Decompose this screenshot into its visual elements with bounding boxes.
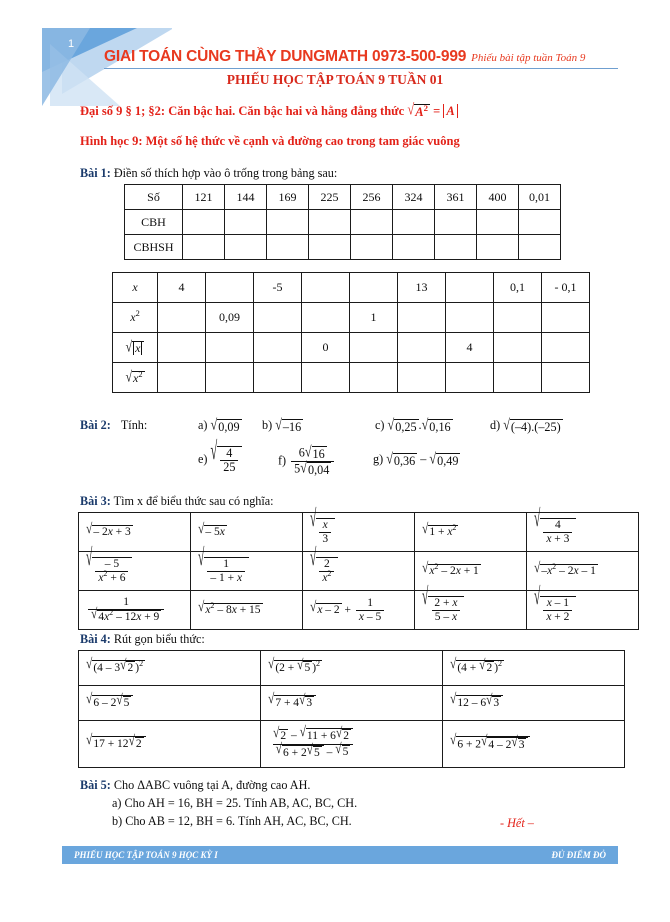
bai2-item-c-key: c) <box>375 418 385 432</box>
cell-cbh-6[interactable] <box>435 210 477 235</box>
table-row <box>79 651 625 686</box>
table-row <box>79 686 625 721</box>
bai4-heading <box>80 632 205 647</box>
bai3-label: Bài 3: <box>80 494 111 508</box>
cell-x-2[interactable]: -5 <box>254 273 302 303</box>
bai3-cell-1-4[interactable]: √ $-x^2 - 2x - 1$ <box>527 552 639 591</box>
cell-cbh-2[interactable] <box>267 210 309 235</box>
bai4-label: Bài 4: <box>80 632 111 646</box>
bai2-item-g-expr: √ 0,36 <box>386 449 416 468</box>
cell-absx-8[interactable] <box>542 333 590 363</box>
row-header-cbhsh: CBHSH <box>125 235 183 260</box>
cell-x2-7[interactable] <box>494 303 542 333</box>
bai3-cell-0-4[interactable]: √ $\frac{4}{x + 3}$ <box>527 513 639 552</box>
bai2-item-a-expr: √ 0,09 <box>210 415 240 434</box>
cell-sqx-4[interactable] <box>350 363 398 393</box>
cell-x-6[interactable] <box>446 273 494 303</box>
table-xvalues <box>112 272 590 393</box>
cell-x2-2[interactable] <box>254 303 302 333</box>
bai2-item-f-key: f) <box>278 453 287 468</box>
subject-algebra-formula: √ $A^2$ = A <box>407 104 457 118</box>
bai2-item-c-expr: √ 0,25 <box>387 415 417 434</box>
bai4-cell-2-0[interactable]: √ 17 + 12 √ 2 <box>79 721 261 768</box>
cell-cbh-4[interactable] <box>351 210 393 235</box>
cell-x-0[interactable]: 4 <box>158 273 206 303</box>
cell-cbhsh-1[interactable] <box>225 235 267 260</box>
footer-right-text: ĐỦ ĐIỂM ĐỎ <box>551 850 606 860</box>
cell-cbhsh-0[interactable] <box>183 235 225 260</box>
bai2-item-g-key: g) <box>373 452 384 466</box>
table-row <box>125 210 561 235</box>
bai2-label: Bài 2: <box>80 418 111 432</box>
bai2-item-b-expr: √ –16 <box>275 415 302 434</box>
cell-x2-6[interactable] <box>446 303 494 333</box>
cell-cbhsh-8[interactable] <box>519 235 561 260</box>
page-title: PHIẾU HỌC TẬP TOÁN 9 TUẦN 01 <box>226 72 444 87</box>
deco-triangle-dark <box>42 28 90 106</box>
row-header-x-squared: $x^2$ <box>113 303 158 333</box>
cell-so-1: 144 <box>225 185 267 210</box>
table-row <box>79 591 639 630</box>
masthead <box>104 48 618 69</box>
bai3-cell-2-1[interactable]: √ $x^2 - 8x + 15$ <box>191 591 303 630</box>
cell-x-1[interactable] <box>206 273 254 303</box>
cell-so-0: 121 <box>183 185 225 210</box>
bai4-cell-2-1[interactable]: √ 2 – √ 11 + 6 √ 2 √ 6 + 2 √ 5 – √ 5 <box>261 721 443 768</box>
cell-x2-3[interactable] <box>302 303 350 333</box>
cell-so-5: 324 <box>393 185 435 210</box>
cell-so-7: 400 <box>477 185 519 210</box>
bai3-cell-2-4[interactable]: √ $\frac{x - 1}{x + 2}$ <box>527 591 639 630</box>
bai4-cell-1-1[interactable]: √ 7 + 4 √ 3 <box>261 686 443 721</box>
bai2-item-e <box>198 435 242 475</box>
cell-sqx-0[interactable] <box>158 363 206 393</box>
bai3-cell-0-3[interactable]: √ $1 + x^2$ <box>415 513 527 552</box>
bai3-cell-1-1[interactable]: √ $\frac{1}{- 1 + x}$ <box>191 552 303 591</box>
cell-so-4: 256 <box>351 185 393 210</box>
cell-x2-8[interactable] <box>542 303 590 333</box>
cell-absx-7[interactable] <box>494 333 542 363</box>
subject-line-geometry: Hình học 9: Một số hệ thức về cạnh và đường cao trong tam giác vuông <box>80 134 460 148</box>
bai2-item-d-key: d) <box>490 418 501 432</box>
row-header-sqrt-x-squared: √ $x^2$ <box>113 363 158 393</box>
bai3-heading <box>80 494 274 509</box>
bai3-cell-2-2[interactable]: √ x – 2 + $\frac{1}{x - 5}$ <box>303 591 415 630</box>
bai2-item-d <box>490 415 563 434</box>
bai5-item-a: a) Cho AH = 16, BH = 25. Tính AB, AC, BC, CH. <box>112 796 358 810</box>
bai5-heading <box>80 778 310 793</box>
bai3-cell-0-0[interactable]: √ – 2x + 3 <box>79 513 191 552</box>
bai4-prompt: Rút gọn biểu thức: <box>113 632 205 646</box>
bai2-prompt: Tính: <box>120 418 148 432</box>
bai4-cell-2-2[interactable]: √ 6 + 2 √ 4 – 2 √ 3 <box>443 721 625 768</box>
table-row <box>113 363 590 393</box>
bai1-prompt: Điền số thích hợp vào ô trống trong bảng sau: <box>113 166 338 180</box>
cell-absx-3[interactable]: 0 <box>302 333 350 363</box>
cell-x-5[interactable]: 13 <box>398 273 446 303</box>
cell-cbh-5[interactable] <box>393 210 435 235</box>
cell-so-8: 0,01 <box>519 185 561 210</box>
page-number: 1 <box>68 38 75 50</box>
table-row <box>79 721 625 768</box>
bai4-cell-0-2[interactable]: √ (4 + √ 2 )$^2$ <box>443 651 625 686</box>
table-row <box>125 235 561 260</box>
cell-cbhsh-4[interactable] <box>351 235 393 260</box>
bai4-cell-1-2[interactable]: √ 12 – 6 √ 3 <box>443 686 625 721</box>
table-bai4 <box>78 650 625 768</box>
bai1-label: Bài 1: <box>80 166 111 180</box>
cell-absx-6[interactable]: 4 <box>446 333 494 363</box>
cell-sqx-1[interactable] <box>206 363 254 393</box>
cell-sqx-6[interactable] <box>446 363 494 393</box>
cell-x2-1[interactable]: 0,09 <box>206 303 254 333</box>
cell-x2-0[interactable] <box>158 303 206 333</box>
bai4-cell-0-0[interactable]: √ (4 – 3 √ 2 )$^2$ <box>79 651 261 686</box>
bai2-item-e-expr: √ $\frac{4}{25}$ <box>211 446 243 475</box>
bai3-prompt: Tìm x để biểu thức sau có nghĩa: <box>113 494 274 508</box>
end-mark: - Hết – <box>500 816 534 830</box>
cell-x-8[interactable]: - 0,1 <box>542 273 590 303</box>
cell-cbhsh-5[interactable] <box>393 235 435 260</box>
cell-absx-4[interactable] <box>350 333 398 363</box>
table-row <box>79 552 639 591</box>
row-header-sqrt-abs-x: √ x <box>113 333 158 363</box>
cell-cbh-0[interactable] <box>183 210 225 235</box>
cell-cbhsh-6[interactable] <box>435 235 477 260</box>
table-row <box>113 303 590 333</box>
bai1-heading <box>80 166 337 181</box>
bai5-item-b: b) Cho AB = 12, BH = 6. Tính AH, AC, BC, CH. <box>112 814 352 828</box>
bai2-item-a-key: a) <box>198 418 208 432</box>
cell-sqx-7[interactable] <box>494 363 542 393</box>
bai5-prompt: Cho ΔABC vuông tại A, đường cao AH. <box>113 778 311 792</box>
bai2-item-f <box>278 442 336 478</box>
cell-cbh-8[interactable] <box>519 210 561 235</box>
cell-sqx-2[interactable] <box>254 363 302 393</box>
cell-so-6: 361 <box>435 185 477 210</box>
table-row <box>79 513 639 552</box>
cell-so-3: 225 <box>309 185 351 210</box>
cell-x2-5[interactable] <box>398 303 446 333</box>
footer-left-text: PHIẾU HỌC TẬP TOÁN 9 HỌC KỲ I <box>74 850 218 860</box>
cell-absx-2[interactable] <box>254 333 302 363</box>
row-header-x: x <box>113 273 158 303</box>
bai2-item-f-expr: 6 √ 16 5 √ 0,04 <box>291 446 334 477</box>
bai3-cell-0-2[interactable]: √ $\frac{x}{3}$ <box>303 513 415 552</box>
cell-cbh-3[interactable] <box>309 210 351 235</box>
cell-x2-4[interactable]: 1 <box>350 303 398 333</box>
bai2-item-a <box>198 415 242 434</box>
bai2-item-b <box>262 415 303 434</box>
bai3-cell-1-2[interactable]: √ $\frac{2}{x^2}$ <box>303 552 415 591</box>
table-numbers <box>124 184 561 260</box>
row-header-so: Số <box>125 185 183 210</box>
cell-cbhsh-3[interactable] <box>309 235 351 260</box>
bai2-item-e-key: e) <box>198 452 208 467</box>
cell-sqx-3[interactable] <box>302 363 350 393</box>
bai2-item-c: c) √ 0,25 . √ 0,16 <box>375 415 451 434</box>
cell-sqx-8[interactable] <box>542 363 590 393</box>
cell-cbh-1[interactable] <box>225 210 267 235</box>
bai2-item-d-expr: √ (–4).(–25) <box>503 415 561 434</box>
cell-absx-5[interactable] <box>398 333 446 363</box>
subject-line-algebra <box>80 101 458 120</box>
bai2-item-g: g) √ 0,36 – √ 0,49 <box>373 449 459 468</box>
bai2-heading <box>80 418 147 433</box>
cell-cbh-7[interactable] <box>477 210 519 235</box>
brand-title: GIAI TOÁN CÙNG THẦY DUNGMATH 0973-500-999 <box>104 48 467 65</box>
bai3-cell-1-3[interactable]: √ $x^2 - 2x + 1$ <box>415 552 527 591</box>
cell-x-4[interactable] <box>350 273 398 303</box>
cell-x-3[interactable] <box>302 273 350 303</box>
bai4-cell-1-0[interactable]: √ 6 – 2 √ 5 <box>79 686 261 721</box>
bai3-cell-0-1[interactable]: √ – 5x <box>191 513 303 552</box>
bai3-cell-2-3[interactable]: √ $\frac{2 + x}{5 - x}$ <box>415 591 527 630</box>
table-row <box>125 185 561 210</box>
bai4-cell-0-1[interactable]: √ (2 + √ 5 )$^2$ <box>261 651 443 686</box>
footer-bar <box>62 846 618 864</box>
cell-cbhsh-7[interactable] <box>477 235 519 260</box>
cell-cbhsh-2[interactable] <box>267 235 309 260</box>
bai3-cell-2-0[interactable]: 1 √ $4x^2 - 12x + 9$ <box>79 591 191 630</box>
bai2-item-b-key: b) <box>262 418 273 432</box>
cell-absx-1[interactable] <box>206 333 254 363</box>
bai3-cell-1-0[interactable]: √ $\frac{- 5}{x^2 + 6}$ <box>79 552 191 591</box>
cell-so-2: 169 <box>267 185 309 210</box>
row-header-cbh: CBH <box>125 210 183 235</box>
subject-algebra-text: Đại số 9 § 1; §2: Căn bậc hai. Căn bậc hai và hằng đẳng thức <box>80 104 408 118</box>
cell-sqx-5[interactable] <box>398 363 446 393</box>
table-row <box>113 273 590 303</box>
bai5-label: Bài 5: <box>80 778 111 792</box>
table-row <box>113 333 590 363</box>
brand-subtitle: Phiếu bài tập tuần Toán 9 <box>471 52 586 64</box>
table-bai3 <box>78 507 639 630</box>
cell-absx-0[interactable] <box>158 333 206 363</box>
cell-x-7[interactable]: 0,1 <box>494 273 542 303</box>
